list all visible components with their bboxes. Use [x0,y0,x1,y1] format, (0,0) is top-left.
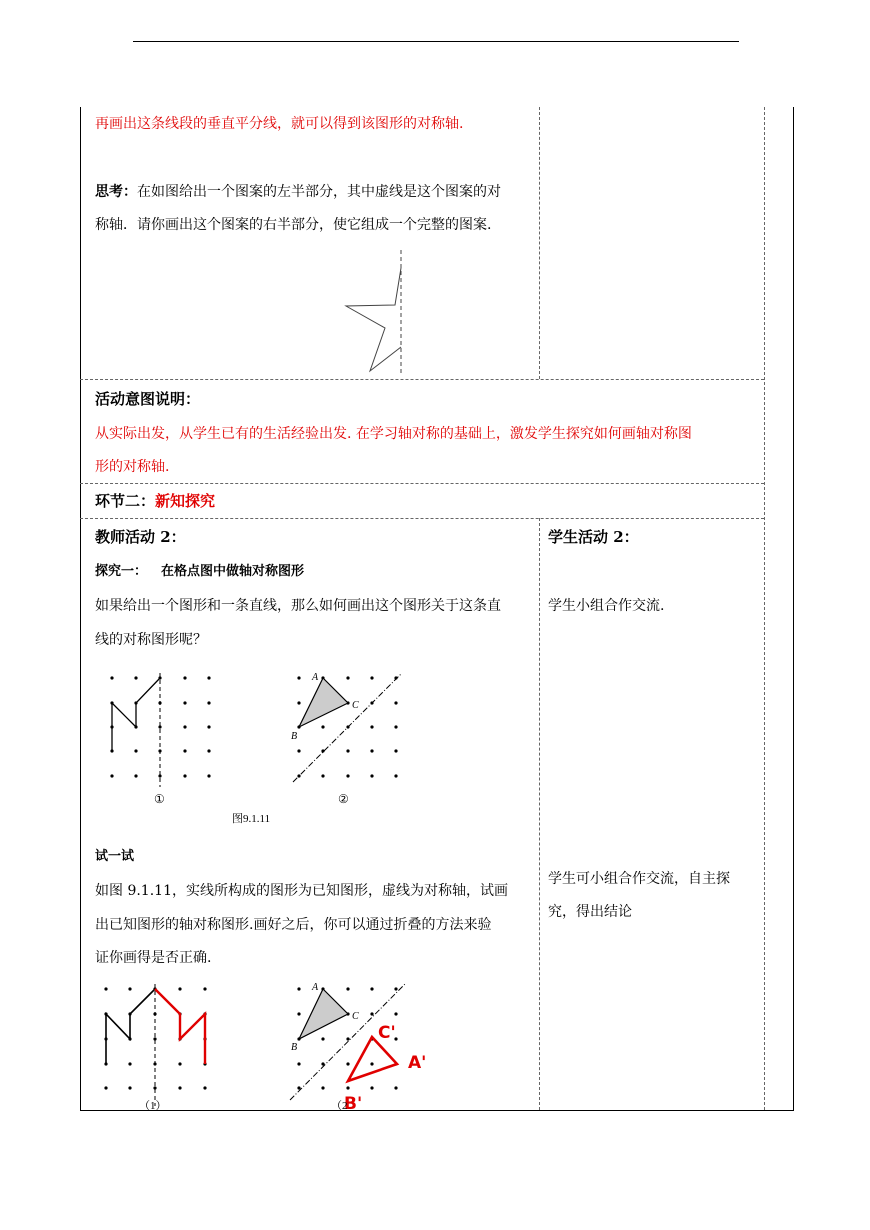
fig-caption: 图9.1.11 [232,813,271,825]
label-b: B [291,731,298,742]
label-c-prime: C' [378,1023,396,1043]
ans-label-a: A [312,982,319,993]
think-line2: 称轴．请你画出这个图案的右半部分，使它组成一个完整的图案. [95,217,492,233]
grid-figure-problem [95,665,415,835]
ans-label-c: C [352,1011,359,1022]
think-line1: 在如图给出一个图案的左半部分，其中虚线是这个图案的对 [137,184,501,200]
ans-label-1: （1） [139,1100,167,1112]
answer-given-shape [106,989,155,1064]
try-line2: 出已知图形的轴对称图形.画好之后，你可以通过折叠的方法来验 [95,917,492,933]
teacher-title: 教师活动 2： [95,528,186,546]
intro-line: 再画出这条线段的垂直平分线，就可以得到该图形的对称轴. [95,116,464,132]
try-line3: 证你画得是否正确. [95,950,212,966]
label-c: C [352,700,359,711]
fig-label-1: ① [154,792,165,806]
col-divider-mid-bottom [539,518,540,1110]
grid-dots-left [110,676,210,777]
fig-label-2: ② [338,792,349,806]
question-line1: 如果给出一个图形和一条直线，那么如何画出这个图形关于这条直 [95,598,501,614]
row-divider-3 [80,518,764,519]
stage-title: 新知探究 [155,492,216,510]
given-shape-1 [112,678,160,751]
answer-dots-left [104,987,206,1089]
intent-line2: 形的对称轴. [95,459,170,475]
col-divider-mid-top [539,107,540,379]
try-line1: 如图 9.1.11，实线所构成的图形为已知图形，虚线为对称轴，试画 [95,883,508,899]
triangle-abc [299,678,348,727]
label-a: A [312,672,319,683]
header-rule [133,41,739,42]
student-note2-line2: 究，得出结论 [548,904,632,920]
student-note2-line1: 学生可小组合作交流，自主探 [548,871,730,887]
stage-heading [95,491,215,511]
explore-title: 在格点图中做轴对称图形 [161,564,305,579]
answer-triangle-prime [348,1037,397,1081]
student-note1: 学生小组合作交流. [548,598,665,614]
answer-mirror-shape [155,989,205,1064]
stage-label: 环节二： [95,492,156,510]
question-line2: 线的对称图形呢？ [95,632,207,648]
ans-label-b: B [291,1042,298,1053]
label-a-prime: A' [408,1053,427,1073]
row-divider-1 [80,379,764,380]
think-paragraph [95,182,501,202]
label-b-prime: B' [344,1094,363,1113]
try-title: 试一试 [95,849,135,864]
explore-heading [95,562,304,582]
student-title: 学生活动 2： [548,528,639,546]
intent-title: 活动意图说明： [95,390,201,408]
star-half-figure [340,248,410,378]
answer-triangle-abc [299,989,348,1039]
intent-line1: 从实际出发，从学生已有的生活经验出发. 在学习轴对称的基础上，激发学生探究如何画轴对称图 [95,426,692,442]
explore-label: 探究一： [95,564,148,579]
grid-figure-answer [95,978,440,1113]
row-divider-2 [80,483,764,484]
ans-label-2: （2 [331,1100,348,1112]
col-divider-right [764,107,765,1110]
think-label: 思考： [95,184,137,200]
